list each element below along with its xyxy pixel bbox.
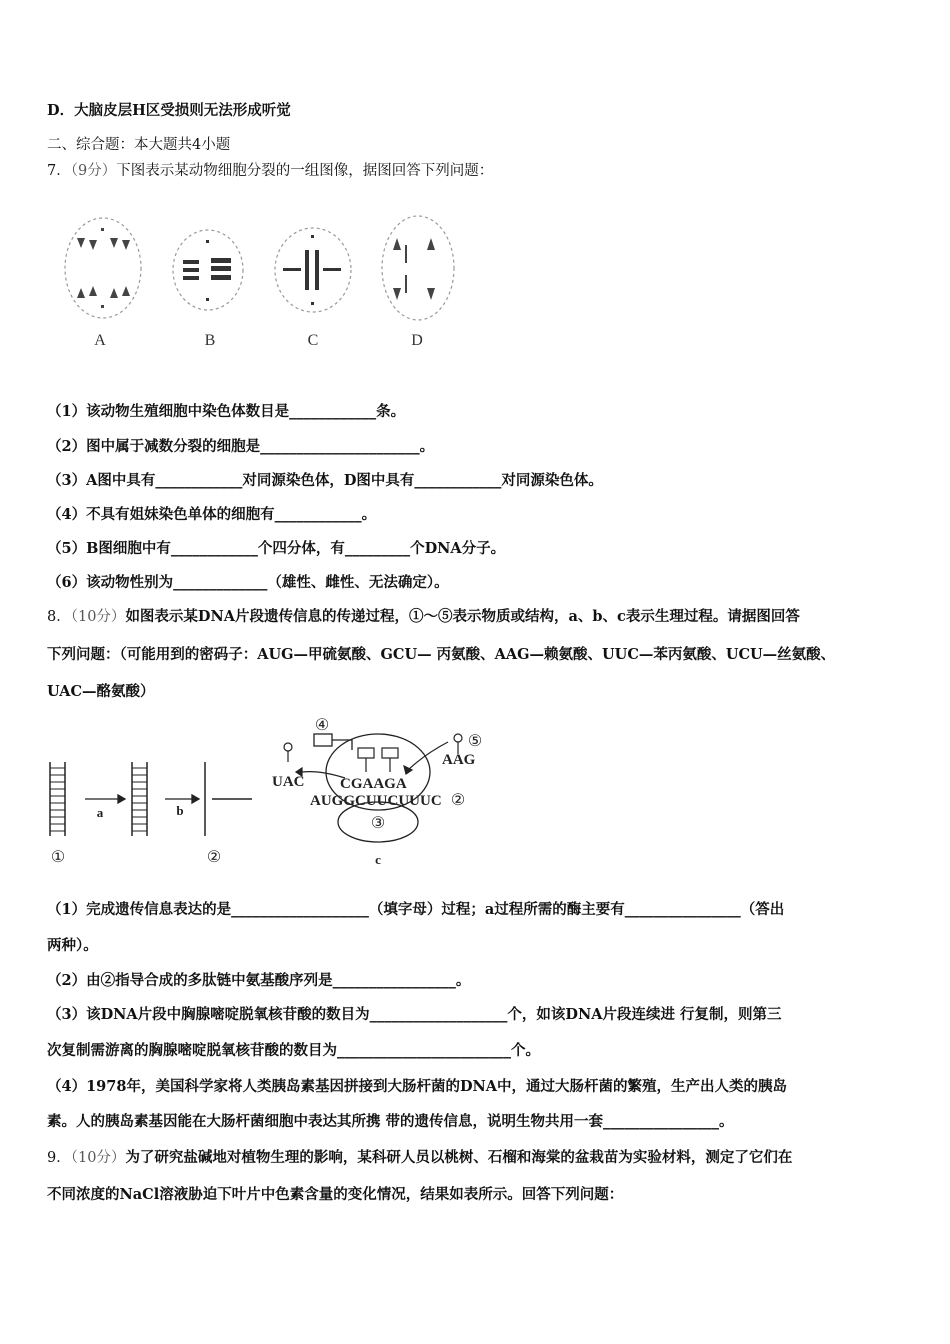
cell-c-chromosomes xyxy=(283,235,341,305)
option-d xyxy=(47,101,291,121)
q9-score: （10分） xyxy=(70,1150,126,1166)
q8-sub4-line2: 素。人的胰岛素基因能在大肠杆菌细胞中表达其所携 带的遗传信息，说明生物共用一套________________。 xyxy=(47,1113,734,1130)
option-d-text: 大脑皮层H区受损则无法形成听觉 xyxy=(74,102,291,119)
cell-label-c: C xyxy=(307,332,319,349)
cell-d-outline xyxy=(382,216,454,320)
section-title: 二、综合题：本大题共4小题 xyxy=(47,137,231,153)
cell-label-a: A xyxy=(94,332,106,349)
q8-sub4-line1: （4）1978年，美国科学家将人类胰岛素基因拼接到大肠杆菌的DNA中，通过大肠杆菌的繁殖，生产出人类的胰岛 xyxy=(47,1078,788,1095)
anticodons-on-ribosome: CGAAGA xyxy=(340,776,407,792)
process-label-b: b xyxy=(176,803,184,818)
q8-sub2: （2）由②指导合成的多肽链中氨基酸序列是_________________。 xyxy=(47,972,471,989)
gene-expression-figure xyxy=(40,712,500,872)
cell-label-d: D xyxy=(411,332,423,349)
q8-sub3-line2: 次复制需游离的胸腺嘧啶脱氧核苷酸的数目为________________________个。 xyxy=(47,1042,540,1059)
q7-stem-text: 下图表示某动物细胞分裂的一组图像，据图回答下列问题： xyxy=(116,163,494,179)
label-ribosome: ③ xyxy=(370,815,386,832)
q8-score: （10分） xyxy=(70,609,126,625)
q9-stem-line1 xyxy=(47,1148,792,1168)
label-polypeptide: ④ xyxy=(314,717,330,734)
q7-sub5: （5）B图细胞中有____________个四分体，有_________个DNA分子。 xyxy=(47,540,506,557)
q8-stem-line2: 下列问题：（可能用到的密码子：AUG—甲硫氨酸、GCU— 丙氨酸、AAG—赖氨酸、UUC—苯丙氨酸、UCU—丝氨酸、 xyxy=(47,646,836,663)
label-mrna-right: ② xyxy=(450,792,466,809)
label-mrna-bottom: ② xyxy=(206,849,222,866)
q9-stem-text: 为了研究盐碱地对植物生理的影响，某科研人员以桃树、石榴和海棠的盆栽苗为实验材料，测定了它们在 xyxy=(125,1149,793,1166)
q8-number: 8． xyxy=(47,609,71,625)
q8-stem-line3: UAC—酪氨酸） xyxy=(47,683,155,700)
q7-sub3: （3）A图中具有____________对同源染色体，D图中具有____________对同源染色体。 xyxy=(47,472,603,489)
process-label-c: c xyxy=(375,852,381,867)
q8-stem-line1 xyxy=(47,607,800,627)
q7-sub1: （1）该动物生殖细胞中染色体数目是____________条。 xyxy=(47,403,406,420)
cell-b-chromosomes xyxy=(183,240,231,301)
option-d-letter: D． xyxy=(47,102,75,119)
q7-number: 7． xyxy=(47,163,71,179)
label-dna: ① xyxy=(50,849,66,866)
q7-score: （9分） xyxy=(70,163,117,179)
cell-division-figure xyxy=(55,210,455,360)
q8-sub1-line2: 两种）。 xyxy=(47,937,98,954)
q9-number: 9． xyxy=(47,1150,71,1166)
process-label-a: a xyxy=(96,805,104,820)
anticodon-aag: AAG xyxy=(442,752,476,768)
mrna-sequence: AUGGCUUCUUUC xyxy=(310,793,442,809)
q7-stem xyxy=(47,161,493,181)
label-trna: ⑤ xyxy=(467,733,483,750)
cell-d-chromosomes xyxy=(393,238,435,300)
q7-sub6: （6）该动物性别为_____________（雄性、雌性、无法确定）。 xyxy=(47,574,449,591)
anticodon-uac: UAC xyxy=(272,774,305,790)
cell-a-chromosomes xyxy=(77,228,130,308)
q8-sub1-line1: （1）完成遗传信息表达的是___________________（填字母）过程；a过程所需的酶主要有________________（答出 xyxy=(47,901,785,918)
q7-sub4: （4）不具有姐妹染色单体的细胞有____________。 xyxy=(47,506,377,523)
polypeptide-box xyxy=(314,734,332,746)
q8-stem-text: 如图表示某DNA片段遗传信息的传递过程，①～⑤表示物质或结构，a、b、c表示生理过程。请据图回答 xyxy=(125,608,800,625)
cell-a-outline xyxy=(65,218,141,318)
q7-sub2: （2）图中属于减数分裂的细胞是______________________。 xyxy=(47,438,435,455)
q9-stem-line2: 不同浓度的NaCl溶液胁迫下叶片中色素含量的变化情况，结果如表所示。回答下列问题： xyxy=(47,1186,624,1203)
q8-sub3-line1: （3）该DNA片段中胸腺嘧啶脱氧核苷酸的数目为___________________个，如该DNA片段连续进 行复制，则第三 xyxy=(47,1006,782,1023)
cell-label-b: B xyxy=(204,332,216,349)
